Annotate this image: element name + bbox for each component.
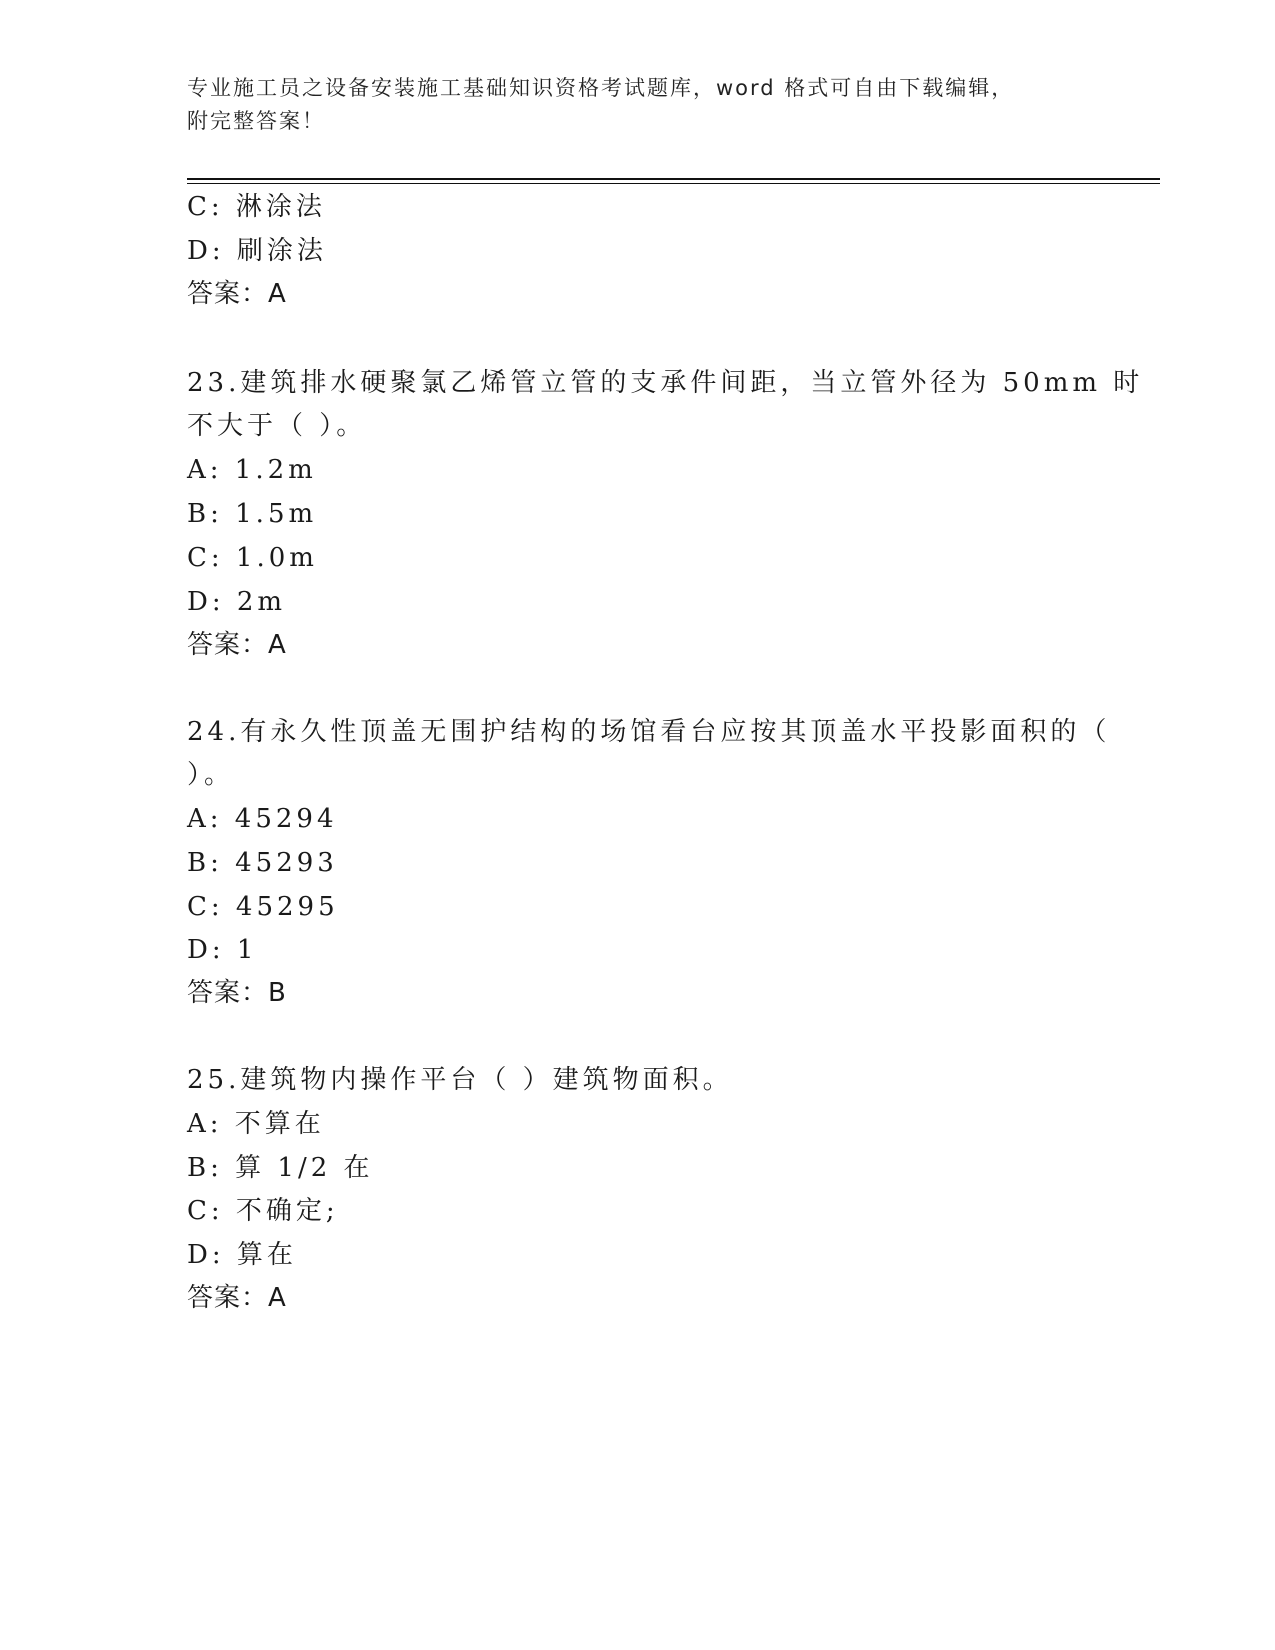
header-divider-thick bbox=[187, 178, 1160, 180]
q25-answer: 答案：A bbox=[187, 1283, 287, 1313]
q24-option-c: C: 45295 bbox=[187, 892, 339, 922]
q24-option-a: A: 45294 bbox=[187, 804, 338, 834]
q24-answer: 答案：B bbox=[187, 978, 287, 1008]
q24-option-b: B: 45293 bbox=[187, 848, 338, 878]
q22-answer: 答案：A bbox=[187, 279, 287, 309]
q23-stem-line-2: 不大于（ ）。 bbox=[187, 411, 367, 441]
q25-stem-line-1: 25.建筑物内操作平台（ ）建筑物面积。 bbox=[187, 1065, 733, 1095]
q23-stem-line-1: 23.建筑排水硬聚氯乙烯管立管的支承件间距，当立管外径为 50mm 时 bbox=[187, 368, 1144, 398]
header-line-2: 附完整答案！ bbox=[187, 109, 325, 133]
header-divider-thin bbox=[187, 183, 1160, 184]
q22-option-c: C: 淋涂法 bbox=[187, 192, 326, 222]
q23-option-a: A: 1.2m bbox=[187, 455, 317, 485]
header-line-1: 专业施工员之设备安装施工基础知识资格考试题库，word 格式可自由下载编辑， bbox=[187, 76, 1015, 100]
q24-stem-line-2: ）。 bbox=[187, 760, 235, 790]
q23-option-d: D: 2m bbox=[187, 587, 287, 617]
q23-option-c: C: 1.0m bbox=[187, 543, 318, 573]
q24-option-d: D: 1 bbox=[187, 935, 258, 965]
document-header bbox=[187, 72, 1087, 138]
q25-option-c: C: 不确定; bbox=[187, 1196, 339, 1226]
q22-option-d: D: 刷涂法 bbox=[187, 236, 327, 266]
q24-stem-line-1: 24.有永久性顶盖无围护结构的场馆看台应按其顶盖水平投影面积的（ bbox=[187, 717, 1111, 747]
q23-option-b: B: 1.5m bbox=[187, 499, 318, 529]
q25-option-d: D: 算在 bbox=[187, 1240, 297, 1270]
q25-option-a: A: 不算在 bbox=[187, 1109, 325, 1139]
q23-answer: 答案：A bbox=[187, 630, 287, 660]
q25-option-b: B: 算 1/2 在 bbox=[187, 1153, 374, 1183]
